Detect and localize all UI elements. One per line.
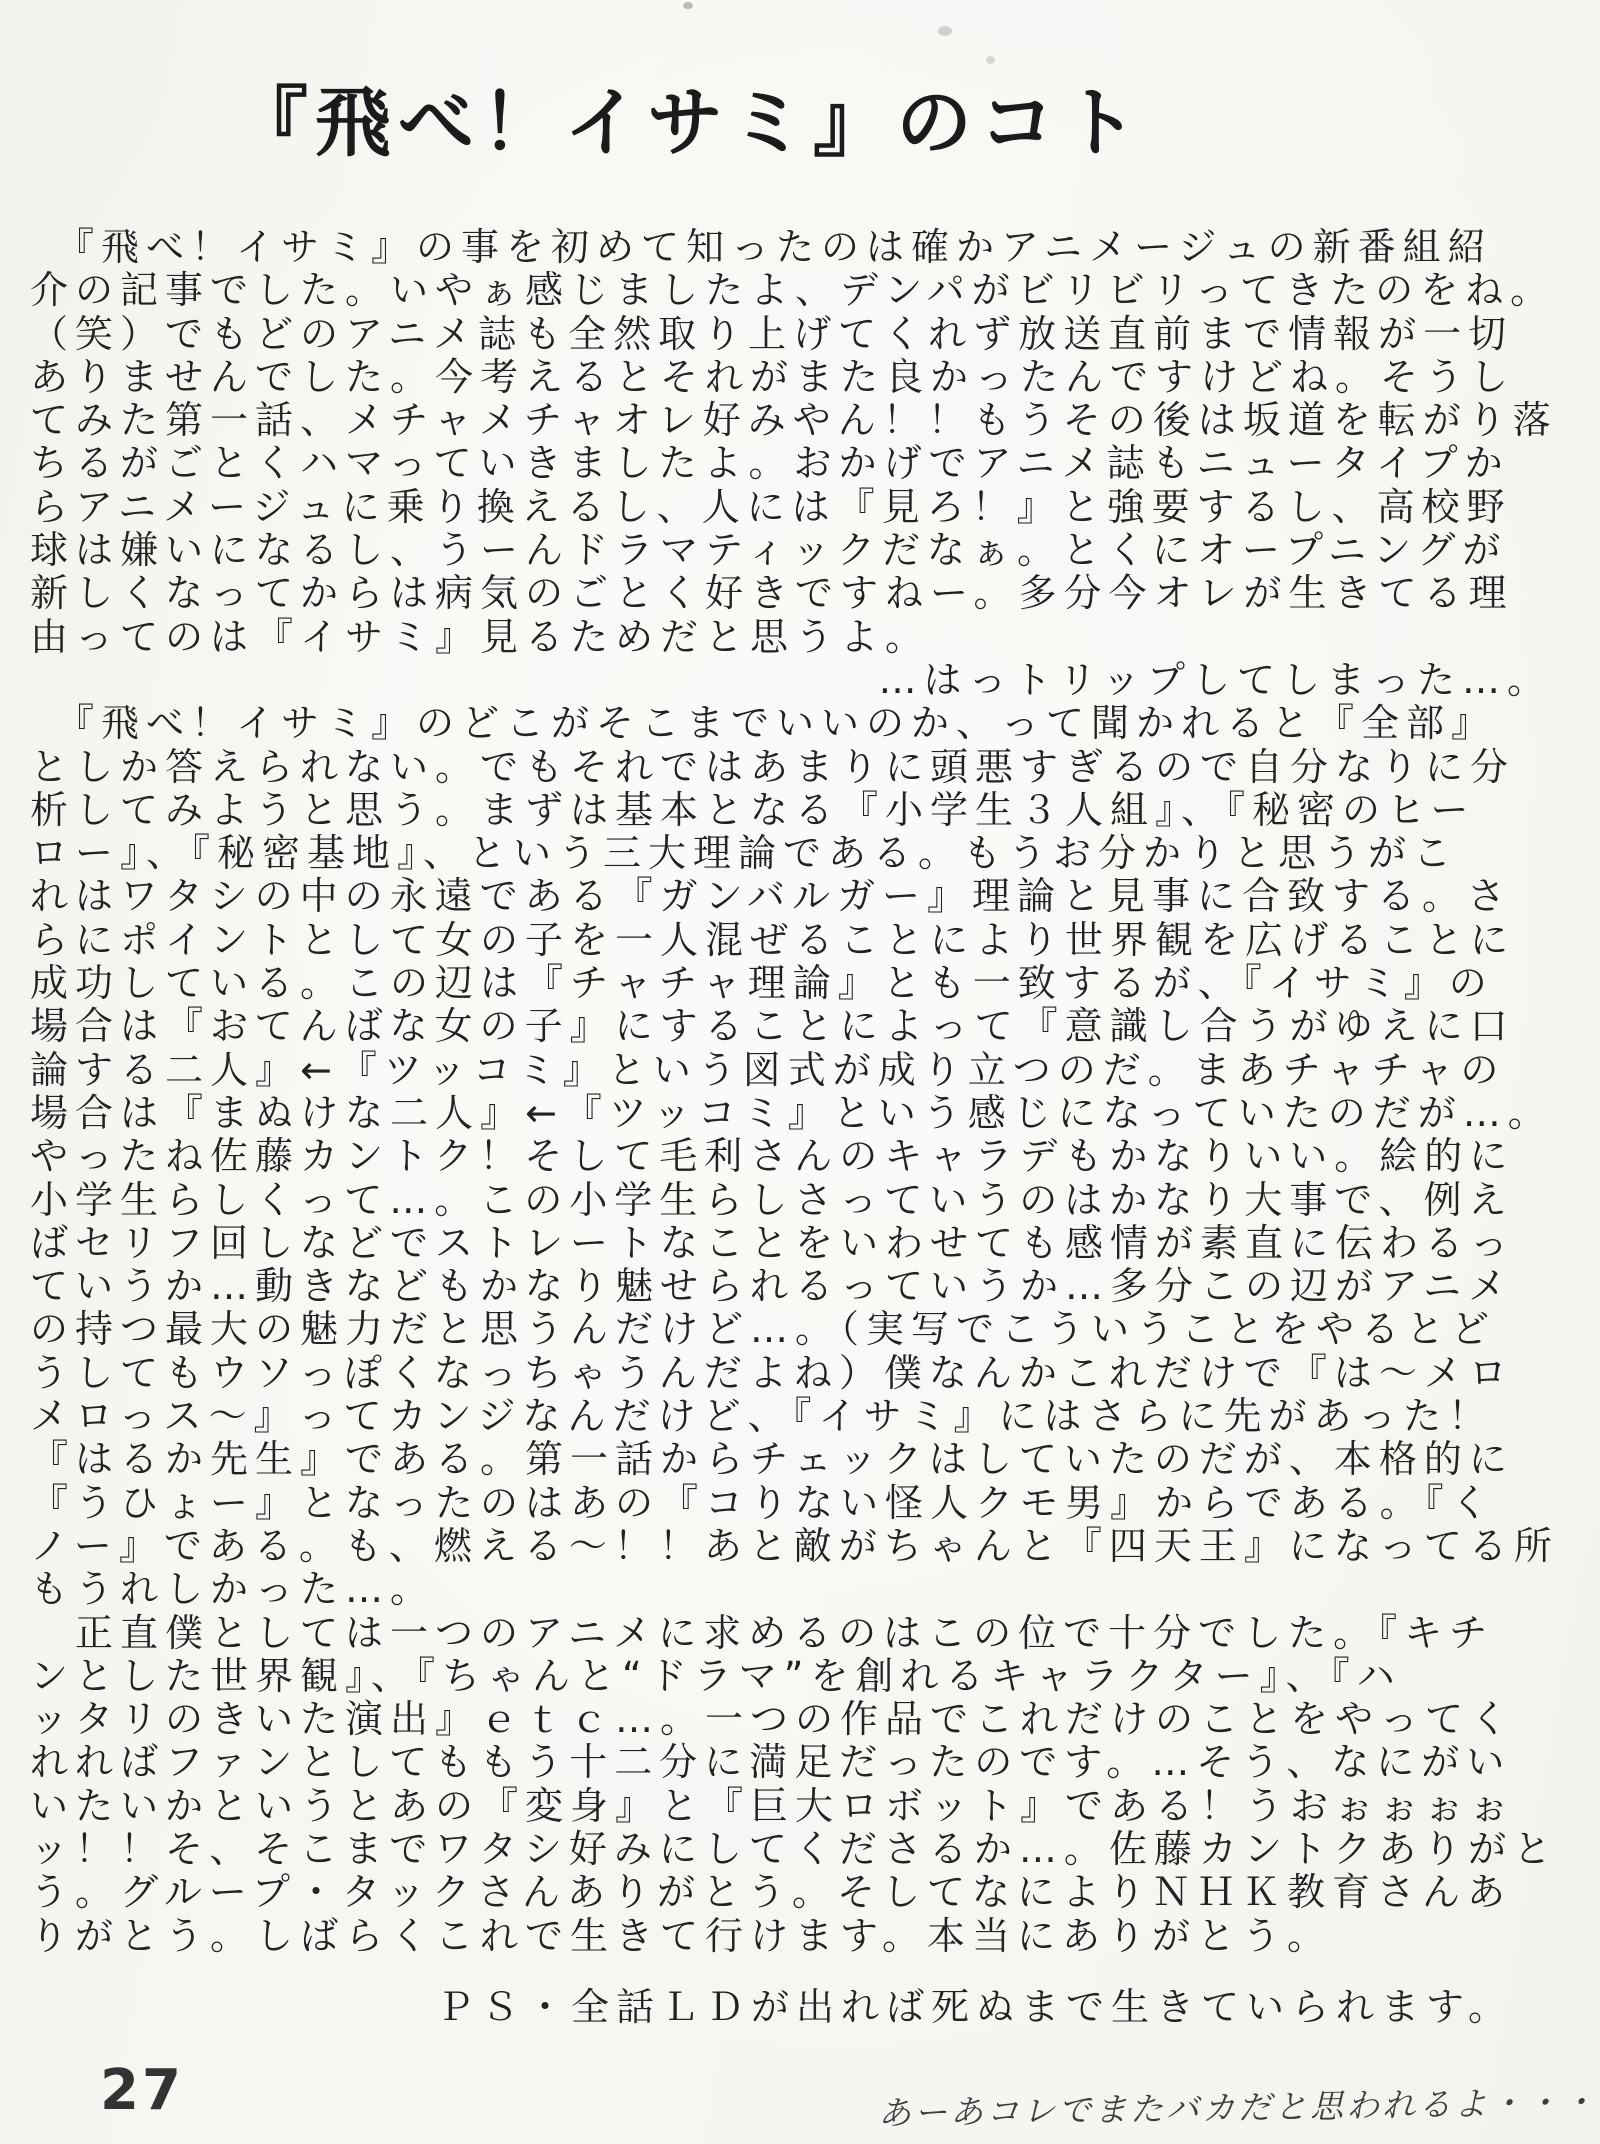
text-line: ばセリフ回しなどでストレートなことをいわせても感情が素直に伝わるっ bbox=[30, 1220, 1516, 1265]
text-line: ていうか…動きなどもかなり魅せられるっていうか…多分この辺がアニメ bbox=[30, 1264, 1514, 1309]
text-line: 成功している。この辺は『チャチャ理論』とも一致するが、『イサミ』の bbox=[30, 961, 1494, 1006]
text-line: 小学生らしくって…。この小学生らしさっていうのはかなり大事で、例え bbox=[30, 1177, 1514, 1222]
text-line: ンとした世界観』、『ちゃんと“ドラマ”を創れるキャラクター』、『ハ bbox=[30, 1653, 1402, 1698]
text-line: 『はるか先生』である。第一話からチェックはしていたのだが、本格的に bbox=[30, 1437, 1514, 1482]
text-line: 新しくなってからは病気のごとく好きですねー。多分今オレが生きてる理 bbox=[30, 571, 1514, 616]
text-line: 析してみようと思う。まずは基本となる『小学生３人組』、『秘密のヒー bbox=[30, 787, 1476, 832]
text-line: れはワタシの中の永遠である『ガンバルガー』理論と見事に合致する。さ bbox=[30, 874, 1512, 919]
text-line: もうれしかった…。 bbox=[30, 1567, 436, 1612]
text-line: うしてもウソっぽくなっちゃうんだよね）僕なんかこれだけで『は〜メロ bbox=[30, 1350, 1514, 1395]
text-line: 『飛べ！イサミ』のどこがそこまでいいのか、って聞かれると『全部』 bbox=[30, 701, 1497, 746]
text-line: ロー』、『秘密基地』、という三大理論である。もうお分かりと思うがこ bbox=[30, 831, 1459, 876]
text-line: 介の記事でした。いやぁ感じましたよ、デンパがビリビリってきたのをね。 bbox=[30, 268, 1556, 313]
text-line: 由ってのは『イサミ』見るためだと思うよ。 bbox=[30, 614, 931, 659]
text-line: 正直僕としては一つのアニメに求めるのはこの位で十分でした。『キチ bbox=[30, 1610, 1495, 1655]
scan-speck bbox=[938, 26, 952, 36]
text-line: ッ！！そ、そこまでワタシ好みにしてくださるか…。佐藤カントクありがと bbox=[30, 1826, 1559, 1871]
text-line: 『飛べ！イサミ』の事を初めて知ったのは確かアニメージュの新番組紹 bbox=[30, 225, 1493, 269]
text-line: …はっトリップしてしまった…。 bbox=[878, 657, 1552, 702]
text-line: ッタリのきいた演出』ｅｔｃ…。一つの作品でこれだけのことをやってく bbox=[30, 1697, 1516, 1742]
page-title: 『飛べ！イサミ』のコト bbox=[232, 78, 1145, 167]
text-line: 場合は『まぬけな二人』←『ツッコミ』という感じになっていたのだが…。 bbox=[30, 1090, 1553, 1135]
page-number: 27 bbox=[100, 2058, 184, 2123]
text-line: りがとう。しばらくこれで生きて行けます。本当にありがとう。 bbox=[30, 1913, 1332, 1958]
text-line: ありませんでした。今考えるとそれがまた良かったんですけどね。そうし bbox=[30, 354, 1516, 399]
text-line: 論する二人』←『ツッコミ』という図式が成り立つのだ。まあチャチャの bbox=[30, 1047, 1506, 1092]
text-line: ノー』である。も、燃える〜！！あと敵がちゃんと『四天王』になってる所 bbox=[30, 1523, 1559, 1568]
text-line: らにポイントとして女の子を一人混ぜることにより世界観を広げることに bbox=[30, 917, 1516, 962]
text-line: 場合は『おてんばな女の子』にすることによって『意識し合うがゆえに口 bbox=[30, 1004, 1515, 1049]
text-line: らアニメージュに乗り換えるし、人には『見ろ！』と強要するし、高校野 bbox=[30, 484, 1512, 529]
text-line: いたいかというとあの『変身』と『巨大ロボット』である！うおぉぉぉぉ bbox=[30, 1783, 1516, 1828]
article-body bbox=[30, 226, 1574, 1958]
handwritten-note: あーあコレでまたバカだと思われるよ・・・ bbox=[877, 2082, 1599, 2133]
text-line: やったね佐藤カントク！そして毛利さんのキャラデもかなりいい。絵的に bbox=[30, 1134, 1515, 1179]
text-line: メロっス〜』ってカンジなんだけど、『イサミ』にはさらに先があった！ bbox=[30, 1394, 1494, 1439]
text-line: （笑）でもどのアニメ誌も全然取り上げてくれず放送直前まで情報が一切 bbox=[30, 311, 1514, 356]
text-line: 『うひょー』となったのはあの『コりない怪人クモ男』からである。『く bbox=[30, 1480, 1496, 1525]
text-line: ちるがごとくハマっていきましたよ。おかげでアニメ誌もニュータイプか bbox=[30, 441, 1510, 486]
text-line: の持つ最大の魅力だと思うんだけど…。（実写でこういうことをやるとど bbox=[30, 1307, 1497, 1352]
scan-speck bbox=[683, 2, 693, 9]
text-line: れればファンとしてももう十二分に満足だったのです。…そう、なにがい bbox=[30, 1740, 1512, 1785]
postscript-line: ＰＳ・全話ＬＤが出れば死ぬまで生きていられます。 bbox=[436, 1985, 1513, 2029]
text-line: てみた第一話、メチャメチャオレ好みやん！！もうその後は坂道を転がり落 bbox=[30, 398, 1558, 443]
text-line: う。グループ・タックさんありがとう。そしてなによりＮＨＫ教育さんあ bbox=[30, 1870, 1512, 1915]
text-line: 球は嫌いになるし、うーんドラマティックだなぁ。とくにオープニングが bbox=[30, 528, 1508, 573]
text-line: としか答えられない。でもそれではあまりに頭悪すぎるので自分なりに分 bbox=[30, 744, 1516, 789]
